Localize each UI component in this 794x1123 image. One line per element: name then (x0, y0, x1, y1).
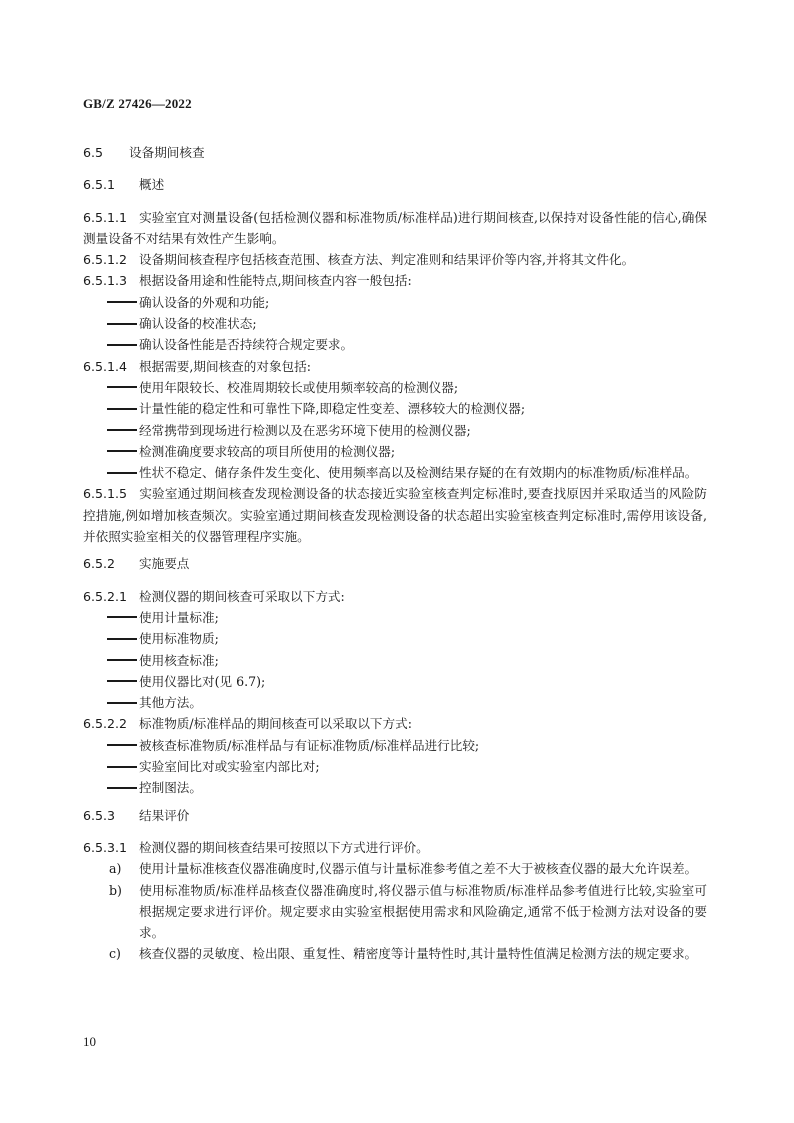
section-heading-6-5: 6.5 设备期间核查 (83, 145, 205, 160)
list-item: 检测准确度要求较高的项目所使用的检测仪器; (83, 441, 707, 462)
em-dash-icon (107, 301, 137, 303)
clause-6-5-1-5: 6.5.1.5 实验室通过期间核查发现检测设备的状态接近实验室核查判定标准时,要查找原因并采取适当的风险防控措施,例如增加核查频次。实验室通过期间核查发现检测设备的状态超出实验室核查判定标准时,需停用该设备,并依照实验室相关的仪器管理程序实施。 (83, 486, 707, 545)
list-item: 使用仪器比对(见 6.7); (83, 671, 707, 692)
document-body (83, 142, 707, 965)
clause-6-5-1-4: 6.5.1.4 根据需要,期间核查的对象包括: (83, 358, 311, 374)
list-item: 经常携带到现场进行检测以及在恶劣环境下使用的检测仪器; (83, 420, 707, 441)
em-dash-icon (107, 450, 137, 452)
em-dash-icon (107, 616, 137, 618)
list-item: 使用核查标准; (83, 650, 707, 671)
em-dash-icon (107, 744, 137, 746)
em-dash-icon (107, 638, 137, 640)
em-dash-icon (107, 472, 137, 474)
em-dash-icon (107, 429, 137, 431)
clause-6-5-1-3: 6.5.1.3 根据设备用途和性能特点,期间核查内容一般包括: (83, 273, 412, 289)
list-item: 使用标准物质; (83, 628, 707, 649)
section-heading-6-5-3: 6.5.3 结果评价 (83, 807, 190, 823)
list-item: 被核查标准物质/标准样品与有证标准物质/标准样品进行比较; (83, 735, 707, 756)
document-id-header: GB/Z 27426—2022 (83, 96, 192, 111)
page-number: 10 (83, 1034, 96, 1049)
clause-6-5-2-1: 6.5.2.1 检测仪器的期间核查可采取以下方式: (83, 588, 345, 604)
em-dash-icon (107, 680, 137, 682)
list-item: 确认设备性能是否持续符合规定要求。 (83, 334, 707, 355)
section-heading-6-5-1: 6.5.1 概述 (83, 177, 165, 193)
clause-6-5-3-1: 6.5.3.1 检测仪器的期间核查结果可按照以下方式进行评价。 (83, 839, 429, 855)
list-item: 控制图法。 (83, 777, 707, 798)
em-dash-icon (107, 386, 137, 388)
list-item-a: a) 使用计量标准核查仪器准确度时,仪器示值与计量标准参考值之差不大于被核查仪器的最大允许误差。 (109, 861, 698, 877)
list-item: 实验室间比对或实验室内部比对; (83, 756, 707, 777)
em-dash-icon (107, 659, 137, 661)
list-item-c: c) 核查仪器的灵敏度、检出限、重复性、精密度等计量特性时,其计量特性值满足检测方法的规定要求。 (109, 946, 698, 962)
em-dash-icon (107, 323, 137, 325)
list-item: 其他方法。 (83, 692, 707, 713)
section-heading-6-5-2: 6.5.2 实施要点 (83, 556, 190, 572)
clause-6-5-1-2: 6.5.1.2 设备期间核查程序包括核查范围、核查方法、判定准则和结果评价等内容,并将其文件化。 (83, 252, 635, 268)
em-dash-icon (107, 787, 137, 789)
list-item: 计量性能的稳定性和可靠性下降,即稳定性变差、漂移较大的检测仪器; (83, 398, 707, 419)
list-item: 确认设备的外观和功能; (83, 292, 707, 313)
list-item-b: b) 使用标准物质/标准样品核查仪器准确度时,将仪器示值与标准物质/标准样品参考值进行比较,实验室可根据规定要求进行评价。规定要求由实验室根据使用需求和风险确定,通常不低于检测方法对设备的要求。 (109, 882, 707, 941)
clause-6-5-1-1: 6.5.1.1 实验室宜对测量设备(包括检测仪器和标准物质/标准样品)进行期间核查,以保持对设备性能的信心,确保测量设备不对结果有效性产生影响。 (83, 209, 707, 246)
list-item: 确认设备的校准状态; (83, 313, 707, 334)
clause-6-5-2-2: 6.5.2.2 标准物质/标准样品的期间核查可以采取以下方式: (83, 716, 412, 732)
em-dash-icon (107, 408, 137, 410)
em-dash-icon (107, 702, 137, 704)
em-dash-icon (107, 766, 137, 768)
list-item: 使用计量标准; (83, 607, 707, 628)
list-item: 性状不稳定、储存条件发生变化、使用频率高以及检测结果存疑的在有效期内的标准物质/标准样品。 (83, 462, 707, 483)
list-item: 使用年限较长、校准周期较长或使用频率较高的检测仪器; (83, 377, 707, 398)
em-dash-icon (107, 344, 137, 346)
